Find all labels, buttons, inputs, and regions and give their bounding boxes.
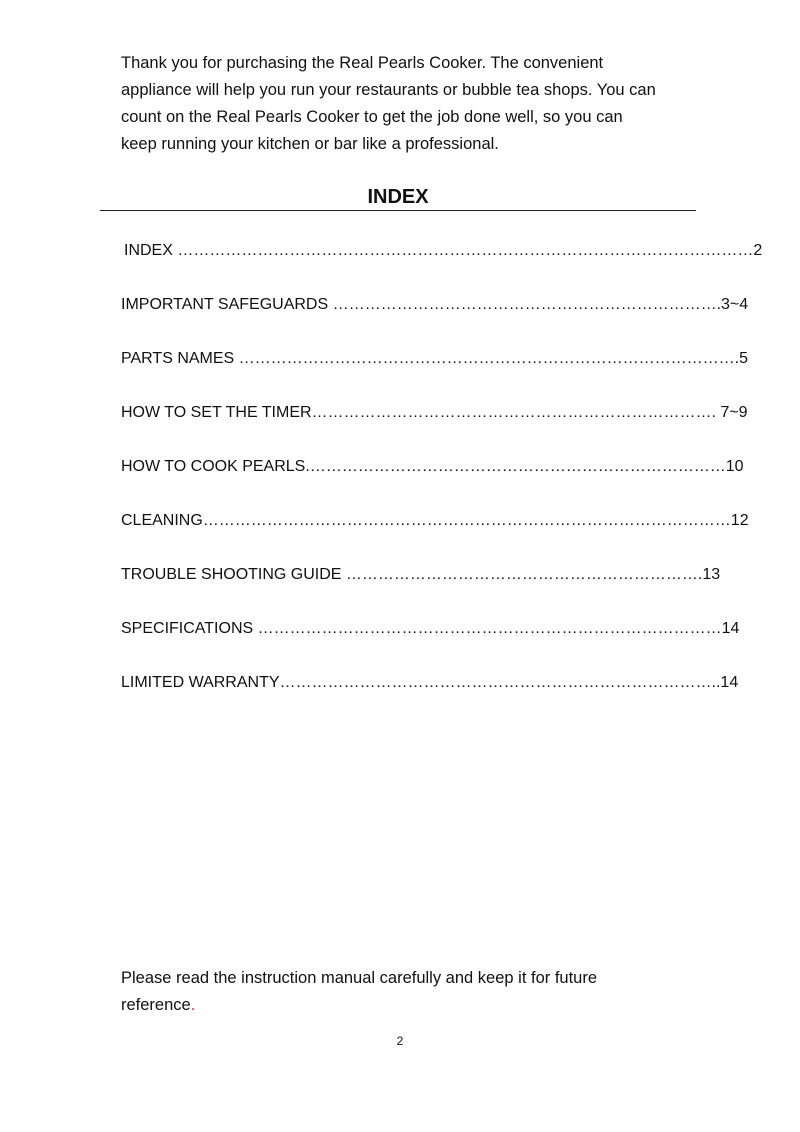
toc-entry-how-to-cook-pearls	[121, 456, 744, 510]
closing-note	[121, 965, 696, 1019]
closing-line-2	[121, 992, 696, 1019]
toc-entry-text: HOW TO COOK PEARLS.……………………………………………………………………10	[121, 458, 744, 475]
intro-line-1: Thank you for purchasing the Real Pearls Cooker. The convenient	[121, 54, 604, 72]
intro-line-4: keep running your kitchen or bar like a professional.	[121, 135, 499, 153]
toc-entry-index	[121, 240, 763, 294]
closing-line-2-text: reference	[121, 996, 191, 1014]
intro-line-3: count on the Real Pearls Cooker to get the job done well, so you can	[121, 108, 623, 126]
toc-entry-text: TROUBLE SHOOTING GUIDE ………………………………………………………….13	[121, 566, 721, 583]
toc-entry-text: INDEX ………………………………………………………………………………………………2	[124, 242, 763, 259]
toc-entry-text: HOW TO SET THE TIMER…………………………………………………………………. 7~9	[121, 404, 748, 421]
toc-entry-important-safeguards	[121, 294, 749, 348]
toc-entry-text: LIMITED WARRANTY………………………………………………………………………..14	[121, 674, 739, 691]
page-number: 2	[396, 1034, 404, 1048]
toc-entry-text: IMPORTANT SAFEGUARDS ……………………………………………………………….3~4	[121, 296, 749, 313]
intro-paragraph	[121, 50, 696, 158]
table-of-contents	[121, 240, 763, 726]
toc-entry-text: CLEANING………………………………………………………………………………………12	[121, 512, 749, 529]
toc-entry-cleaning	[121, 510, 749, 564]
toc-entry-trouble-shooting-guide	[121, 564, 721, 618]
index-heading: INDEX	[367, 186, 429, 208]
toc-entry-how-to-set-timer	[121, 402, 748, 456]
toc-entry-parts-names	[121, 348, 748, 402]
toc-entry-text: SPECIFICATIONS ……………………………………………………………………………14	[121, 620, 740, 637]
closing-line-1: Please read the instruction manual carefully and keep it for future	[121, 969, 598, 987]
toc-entry-text: PARTS NAMES ………………………………………………………………………………….5	[121, 350, 748, 367]
heading-underline	[100, 210, 696, 211]
toc-entry-limited-warranty	[121, 672, 739, 726]
toc-entry-specifications	[121, 618, 740, 672]
intro-line-2: appliance will help you run your restaurants or bubble tea shops. You can	[121, 81, 656, 99]
closing-period: .	[190, 996, 196, 1014]
